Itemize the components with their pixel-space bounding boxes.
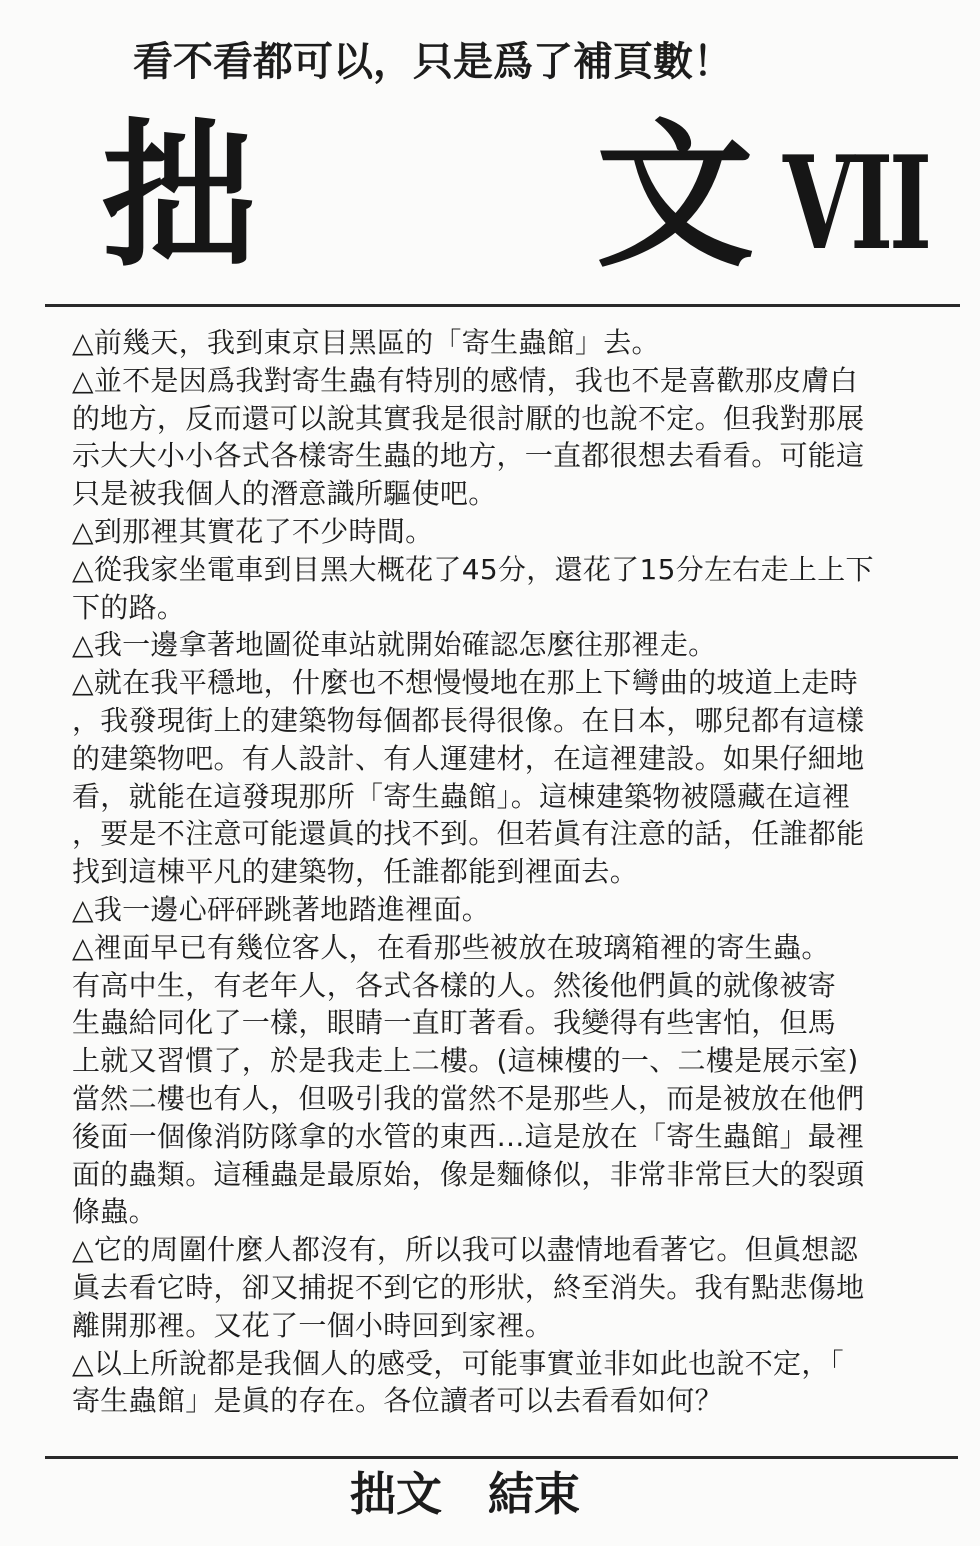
body-line: 生蟲給同化了一樣，眼睛一直盯著看。我變得有些害怕，但馬	[72, 1006, 837, 1040]
body-line: 看，就能在這發現那所「寄生蟲館」。這棟建築物被隱藏在這裡	[72, 779, 851, 813]
title-char-left: 拙	[101, 105, 257, 289]
body-line: 離開那裡。又花了一個小時回到家裡。	[72, 1308, 554, 1342]
page-caption: 看不看都可以，只是爲了補頁數！	[133, 39, 733, 85]
divider-top	[45, 304, 960, 307]
body-line: △它的周圍什麼人都沒有，所以我可以盡情地看著它。但眞想認	[72, 1233, 858, 1267]
body-line: 後面一個像消防隊拿的水管的東西…這是放在「寄生蟲館」最裡	[72, 1119, 865, 1153]
body-line: △裡面早已有幾位客人，在看那些被放在玻璃箱裡的寄生蟲。	[72, 930, 830, 964]
body-line: △我一邊拿著地圖從車站就開始確認怎麼往那裡走。	[72, 628, 717, 662]
body-line: 只是被我個人的潛意識所驅使吧。	[72, 477, 497, 511]
body-line: ，我發現街上的建築物每個都長得很像。在日本，哪兒都有這樣	[72, 703, 865, 737]
body-line: 的地方，反而還可以說其實我是很討厭的也說不定。但我對那展	[72, 401, 865, 435]
body-line: 上就又習慣了，於是我走上二樓。(這棟樓的一、二樓是展示室)	[72, 1044, 859, 1078]
body-line: 有高中生，有老年人，各式各樣的人。然後他們眞的就像被寄	[72, 968, 837, 1002]
body-line: △我一邊心砰砰跳著地踏進裡面。	[72, 892, 491, 926]
body-line: ，要是不注意可能還眞的找不到。但若眞有注意的話，任誰都能	[72, 817, 865, 851]
body-line: 寄生蟲館」是眞的存在。各位讀者可以去看看如何？	[72, 1384, 723, 1418]
article-body	[72, 324, 922, 1420]
body-line: 找到這棟平凡的建築物，任誰都能到裡面去。	[72, 855, 639, 889]
title-char-right: 文	[596, 105, 754, 289]
closing-text: 拙文 結束	[350, 1467, 580, 1521]
body-line: 條蟲。	[72, 1195, 157, 1229]
body-line: 面的蟲類。這種蟲是最原始，像是麵條似，非常非常巨大的裂頭	[72, 1157, 865, 1191]
body-line: 當然二樓也有人，但吸引我的當然不是那些人，而是被放在他們	[72, 1081, 865, 1115]
body-line: 下的路。	[72, 590, 186, 624]
body-line: △以上所說都是我個人的感受，可能事實並非如此也說不定，「	[72, 1346, 844, 1380]
body-line: 示大大小小各式各樣寄生蟲的地方，一直都很想去看看。可能這	[72, 439, 865, 473]
body-line: 眞去看它時，卻又捕捉不到它的形狀，終至消失。我有點悲傷地	[72, 1270, 865, 1304]
body-line: △到那裡其實花了不少時間。	[72, 514, 434, 548]
body-line: 的建築物吧。有人設計、有人運建材，在這裡建設。如果仔細地	[72, 741, 865, 775]
body-line: △就在我平穩地，什麼也不想慢慢地在那上下彎曲的坡道上走時	[72, 666, 858, 700]
body-line: △從我家坐電車到目黑大概花了45分，還花了15分左右走上上下	[72, 552, 874, 586]
divider-bottom	[45, 1456, 958, 1459]
title-roman-numeral: VII	[783, 129, 928, 279]
body-line: △並不是因爲我對寄生蟲有特別的感情，我也不是喜歡那皮膚白	[72, 363, 858, 397]
body-line: △前幾天，我到東京目黑區的「寄生蟲館」去。	[72, 326, 660, 359]
